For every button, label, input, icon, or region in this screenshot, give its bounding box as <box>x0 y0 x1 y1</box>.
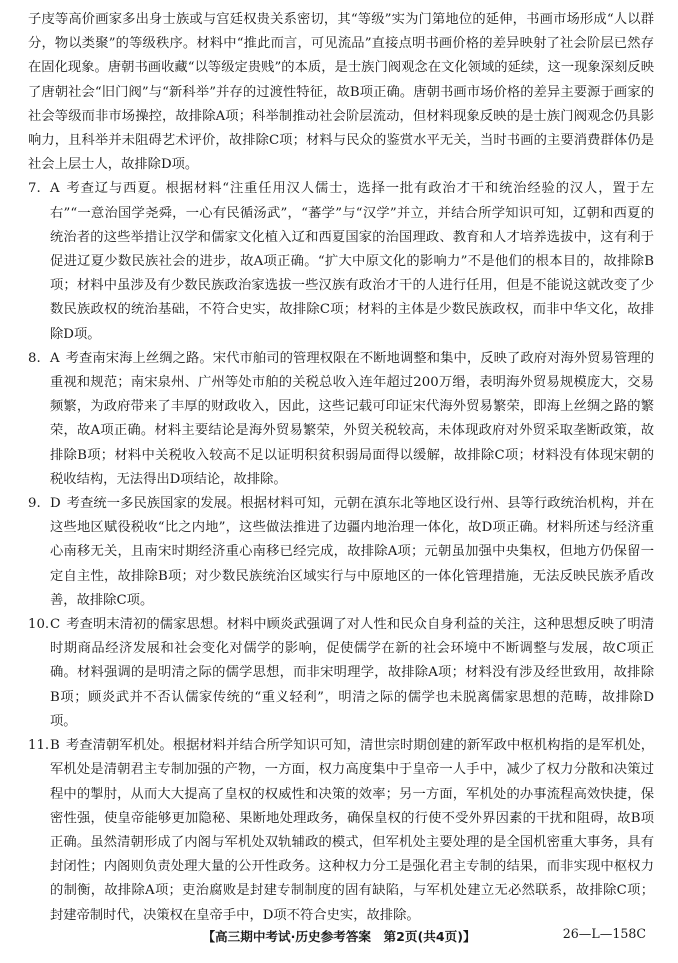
answer-explanation: 考查统一多民族国家的发展。根据材料可知，元朝在滇东北等地区设行州、县等行政统治机构，并在这些地区赋役税收“比之内地”，这些做法推进了边疆内地治理一体化，故D项正确。材料所述与经济重心南移无关，且南宋时期经济重心南移已经完成，故排除A项；元朝虽加强中央集权，但地方仍保留一定自主性，故排除B项；对少数民族统治区域实行与中原地区的一体化管理措施，无法反映民族矛盾改善，故排除C项。 <box>50 496 654 608</box>
answer-item-8 <box>28 347 654 492</box>
answer-item-9 <box>28 492 654 613</box>
answer-explanation: 考查辽与西夏。根据材料“注重任用汉人儒士，选择一批有政治才干和统治经验的汉人，置于左右”“一意治国学尧舜，一心有民循汤武”，“蕃学”与“汉学”并立，并结合所学知识可知，辽朝和西夏的统治者的这些举措让汉学和儒家文化植入辽和西夏国家的治国理政、教育和人才培养选拔中，这有利于促进辽夏少数民族社会的进步，故A项正确。“扩大中原文化的影响力”不是他们的根本目的，故排除B项；材料中虽涉及有少数民族政治家选拔一些汉族有政治才干的人进行任用，但是不能说这就改变了少数民族政权的统治基础，不符合史实，故排除C项；材料的主体是少数民族政权，而非中华文化，故排除D项。 <box>50 181 654 342</box>
answer-explanation: 考查清朝军机处。根据材料并结合所学知识可知，清世宗时期创建的新军政中枢机构指的是军机处，军机处是清朝君主专制加强的产物，一方面，权力高度集中于皇帝一人手中，减少了权力分散和决策过程中的掣肘，从而大大提高了皇权的权威性和决策的效率；另一方面，军机处的办事流程高效快捷，保密性强，使皇帝能够更加隐秘、果断地处理政务，确保皇权的行使不受外界因素的干扰和阻碍，故B项正确。虽然清朝形成了内阁与军机处双轨辅政的模式，但军机处主要处理的是全国机密重大事务，具有封闭性；内阁则负责处理大量的公开性政务。这种权力分工是强化君主专制的结果，而非实现中枢权力的制衡，故排除A项；吏治腐败是封建专制制度的固有缺陷，与军机处建立无必然联系，故排除C项；封建帝制时代，决策权在皇帝手中，D项不符合史实，故排除。 <box>50 738 654 923</box>
footer-title: 【高三期中考试·历史参考答案 第2页(共4页)】 <box>202 929 476 944</box>
question-number: 7. <box>28 181 41 197</box>
answer-explanation: 考查南宋海上丝绸之路。宋代市舶司的管理权限在不断地调整和集中，反映了政府对海外贸易管理的重视和规范；南宋泉州、广州等处市舶的关税总收入连年超过200万缗，表明海外贸易规模庞大，交易频繁，为政府带来了丰厚的财政收入，因此，这些记载可印证宋代海外贸易繁荣，即海上丝绸之路的繁荣，故A项正确。材料主要结论是海外贸易繁荣，外贸关税较高，未体现政府对外贸采取垄断政策，故排除B项；材料中关税收入较高不足以证明积贫积弱局面得以缓解，故排除C项；材料没有体现宋朝的税收结构，无法得出D项结论，故排除。 <box>50 350 654 487</box>
answer-explanation: 考查明末清初的儒家思想。材料中顾炎武强调了对人性和民众自身利益的关注，这种思想反映了明清时期商品经济发展和社会变化对儒学的影响，促使儒学在新的社会环境中不断调整与发展，故C项正确。材料强调的是明清之际的儒学思想，而非宋明理学，故排除A项；材料没有涉及经世致用，故排除B项；顾炎武并不否认儒家传统的“重义轻利”，明清之际的儒学也未脱离儒家思想的范畴，故排除D项。 <box>50 617 654 729</box>
question-number: 11. <box>28 738 50 754</box>
question-number: 10. <box>28 617 50 633</box>
question-number: 8. <box>28 350 41 366</box>
answer-content <box>28 8 654 928</box>
question-number: 9. <box>28 496 41 512</box>
answer-letter: B <box>50 738 60 754</box>
answer-letter: A <box>50 350 60 366</box>
answer-item-11 <box>28 734 654 928</box>
answer-letter: A <box>50 181 60 197</box>
answer-letter: C <box>50 617 61 633</box>
continued-explanation: 子庋等高价画家多出身士族或与宫廷权贵关系密切，其“等级”实为门第地位的延伸，书画市场形成“人以群分，物以类聚”的等级秩序。材料中“推此而言，可见流品”直接点明书画价格的差异映射了社会阶层已然存在固化现象。唐朝书画收藏“以等级定贵贱”的本质，是士族门阀观念在文化领域的延续，这一现象深刻反映了唐朝社会“旧门阀”与“新科举”并存的过渡性特征，故B项正确。唐朝书画市场价格的差异主要源于画家的社会等级而非市场操控，故排除A项；科举制推动社会阶层流动，但材料现象反映的是士族门阀观念仍具影响力，且科举并未阻碍艺术评价，故排除C项；材料与民众的鉴赏水平无关，当时书画的主要消费群体仍是社会上层士人，故排除D项。 <box>28 12 654 173</box>
footer-code: 26—L—158C <box>562 926 646 941</box>
answer-item-7 <box>28 177 654 346</box>
answer-item-10 <box>28 613 654 734</box>
answer-letter: D <box>50 496 61 512</box>
